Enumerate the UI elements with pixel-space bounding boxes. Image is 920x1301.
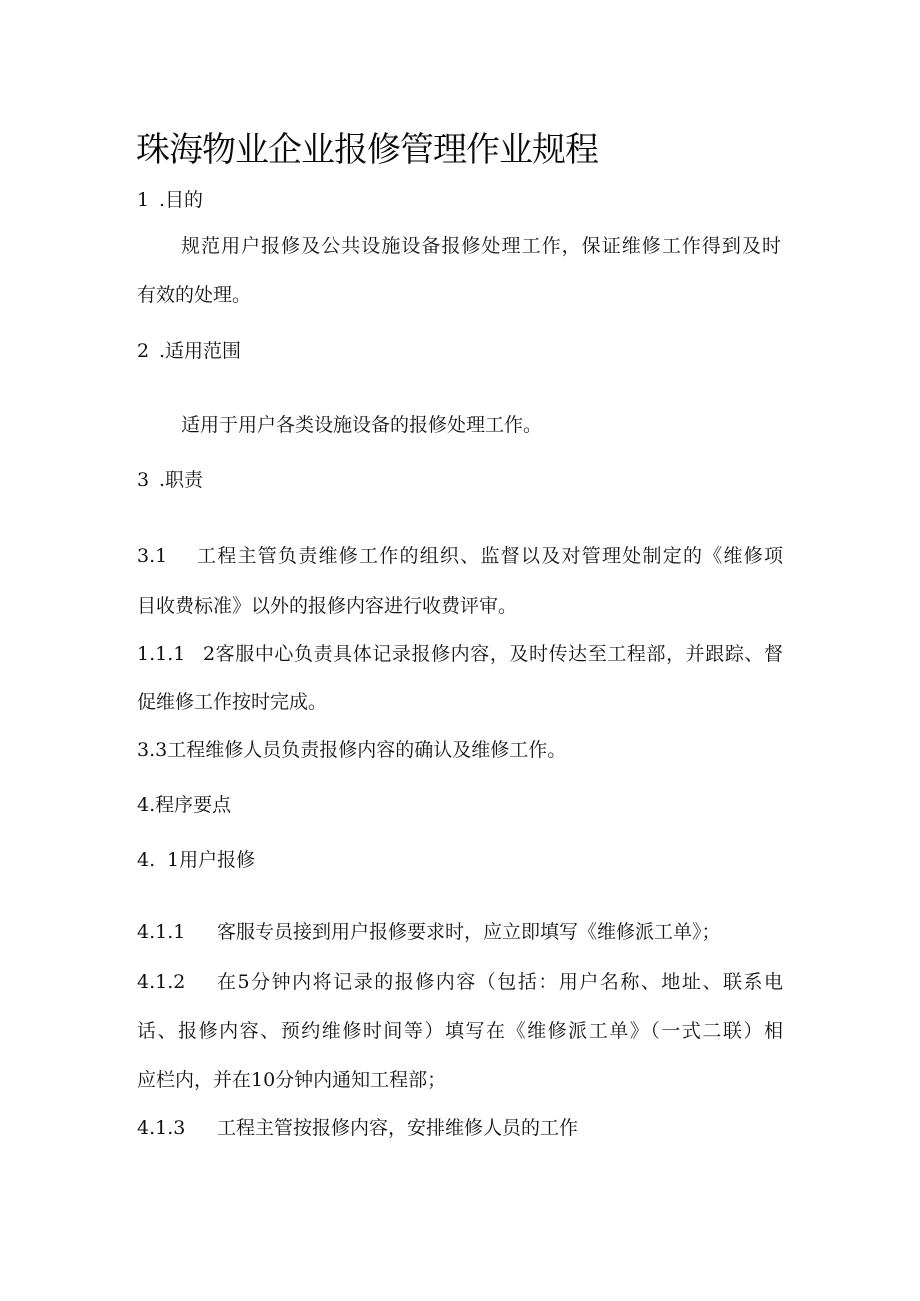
item-4-1-2-line-3: 应栏内，并在10分钟内通知工程部；	[137, 1069, 447, 1091]
section-2-body: 适用于用户各类设施设备的报修处理工作。	[181, 414, 543, 436]
section-4-1-heading	[137, 848, 255, 872]
section-1-title: .目的	[159, 189, 204, 211]
item-3-1-line-2: 目收费标准》以外的报修内容进行收费评审。	[137, 595, 518, 617]
section-3-title: .职责	[159, 469, 204, 491]
item-4-1-3-text: 工程主管按报修内容，安排维修人员的工作	[217, 1117, 579, 1139]
item-3-2-line-2: 促维修工作按时完成。	[137, 691, 328, 713]
section-2-number: 2	[137, 340, 150, 362]
section-4-1-title: 1用户报修	[167, 849, 256, 871]
section-4-heading: 4.程序要点	[137, 794, 232, 816]
item-3-1-number: 3.1	[137, 545, 168, 567]
item-4-1-2-number: 4.1.2	[137, 971, 186, 993]
section-3-heading	[137, 468, 203, 492]
section-3-number: 3	[137, 469, 150, 491]
section-2-heading	[137, 339, 241, 363]
item-4-1-2-line-2: 话、报修内容、预约维修时间等）填写在《维修派工单》（一式二联）相	[137, 1020, 783, 1042]
item-4-1-1-text: 客服专员接到用户报修要求时，应立即填写《维修派工单》；	[217, 921, 721, 943]
item-3-3: 3.3工程维修人员负责报修内容的确认及维修工作。	[137, 739, 567, 761]
item-3-2-line-1: 2客服中心负责具体记录报修内容，及时传达至工程部，并跟踪、督	[203, 643, 783, 665]
section-1-body-line-2: 有效的处理。	[137, 284, 252, 306]
section-4-1-number: 4.	[137, 849, 156, 871]
section-1-number: 1	[137, 189, 150, 211]
item-3-1-line-1: 工程主管负责维修工作的组织、监督以及对管理处制定的《维修项	[197, 545, 783, 567]
item-4-1-3-number: 4.1.3	[137, 1117, 186, 1139]
item-4-1-1-number: 4.1.1	[137, 921, 186, 943]
section-1-body-line-1: 规范用户报修及公共设施设备报修处理工作，保证维修工作得到及时	[181, 235, 781, 257]
section-1-heading	[137, 188, 203, 212]
section-2-title: .适用范围	[159, 340, 242, 362]
document-title: 珠海物业企业报修管理作业规程	[136, 130, 598, 170]
item-4-1-2-line-1: 在5分钟内将记录的报修内容（包括：用户名称、地址、联系电	[217, 971, 783, 993]
item-3-2-number: 1.1.1	[137, 643, 186, 665]
